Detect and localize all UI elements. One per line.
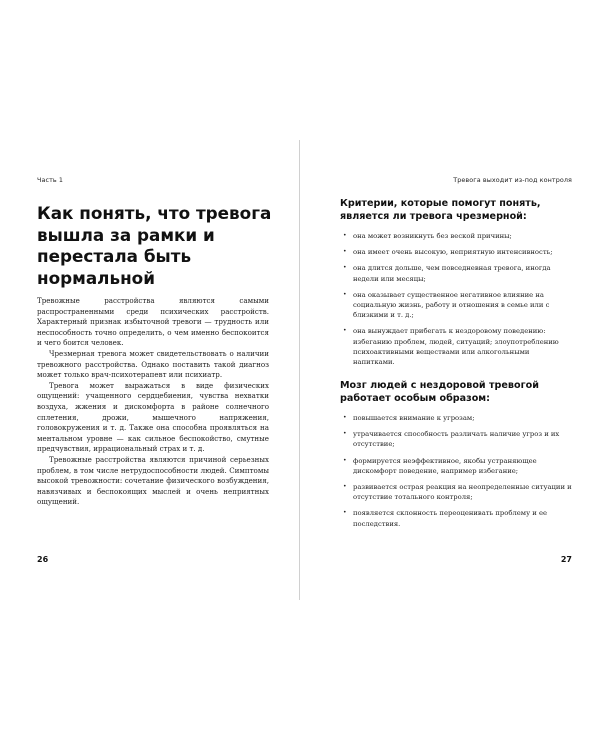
list-item-text: она может возникнуть без веской причины; — [353, 232, 512, 240]
list-item-text: утрачивается способность различать наличие угроз и их отсутствие; — [353, 430, 560, 449]
bullet-icon: • — [343, 232, 347, 239]
list-item — [340, 482, 572, 502]
paragraph: Тревога может выражаться в виде физических ощущений: учащенного сердцебиения, чувства нехватки воздуха, жжения и дискомфорта в районе солнечного сплетения, дрожи, мышечного напряжения, головокружения и т. д. Также она способна проявляться на ментальном уровне — как сильное беспокойство, смутные предчувствия, иррациональный страх и т. д. — [37, 380, 269, 454]
running-head-right: Тревога выходит из-под контроля — [453, 176, 572, 184]
right-page — [300, 0, 600, 750]
list-item — [340, 326, 572, 367]
criteria-list — [340, 231, 572, 367]
list-item-text: повышается внимание к угрозам; — [353, 414, 475, 422]
bullet-icon: • — [343, 509, 347, 517]
page-number-left: 26 — [37, 555, 49, 564]
list-item — [340, 247, 572, 257]
paragraph: Тревожные расстройства являются самыми распространенными среди психических расстройств. Характерный признак избыточной тревоги — трудность или неспособность точно определить, о чем именно беспокоится и чего боится человек. — [37, 296, 269, 348]
list-item-text: она длится дольше, чем повседневная тревога, иногда недели или месяцы; — [353, 264, 551, 283]
bullet-icon: • — [343, 483, 347, 491]
section-heading: Мозг людей с нездоровой тревогой работает особым образом: — [340, 380, 539, 404]
brain-list — [340, 413, 572, 529]
list-item — [340, 429, 572, 449]
list-item-text: формируется неэффективное, якобы устраняющее дискомфорт поведение, например избегание; — [353, 456, 537, 475]
criteria-section — [340, 198, 572, 373]
list-item-text: она вынуждает прибегать к нездоровому поведению: избеганию проблем, людей, ситуаций; злоупотреблению психоактивными веществами или алкогольными напитками. — [353, 327, 559, 367]
bullet-icon: • — [343, 414, 347, 421]
bullet-icon: • — [343, 264, 347, 272]
bullet-icon: • — [343, 290, 347, 298]
list-item — [340, 290, 572, 321]
bullet-icon: • — [343, 327, 347, 335]
page-number-right: 27 — [560, 555, 572, 564]
body-text — [37, 296, 269, 508]
bullet-icon: • — [343, 430, 347, 438]
chapter-title: Как понять, что тревога вышла за рамки и перестала быть нормальной — [37, 203, 272, 288]
section-heading: Критерии, которые помогут понять, является ли тревога чрезмерной: — [340, 198, 541, 222]
list-item — [340, 231, 572, 241]
list-item-text: появляется склонность переоценивать проблему и ее последствия. — [353, 509, 547, 528]
list-item — [340, 508, 572, 528]
running-head-left: Часть 1 — [37, 176, 64, 184]
paragraph: Чрезмерная тревога может свидетельствовать о наличии тревожного расстройства. Однако поставить такой диагноз может только врач-психотерапевт или психиатр. — [37, 348, 269, 380]
list-item-text: она имеет очень высокую, неприятную интенсивность; — [353, 248, 553, 257]
list-item-text: развивается острая реакция на неопределенные ситуации и отсутствие тотального контроля; — [353, 483, 572, 502]
paragraph: Тревожные расстройства являются причиной серьезных проблем, в том числе нетрудоспособности людей. Симптомы высокой тревожности: сочетание физического возбуждения, навязчивых и беспокоящих мыслей и очень неприятных ощущений. — [37, 454, 269, 507]
bullet-icon: • — [343, 456, 347, 464]
list-item — [340, 413, 572, 423]
brain-section — [340, 380, 572, 535]
bullet-icon: • — [343, 248, 347, 256]
list-item-text: она оказывает существенное негативное влияние на социальную жизнь, работу и отношения в семье или с близкими и т. д.; — [353, 290, 550, 320]
list-item — [340, 263, 572, 283]
list-item — [340, 456, 572, 476]
